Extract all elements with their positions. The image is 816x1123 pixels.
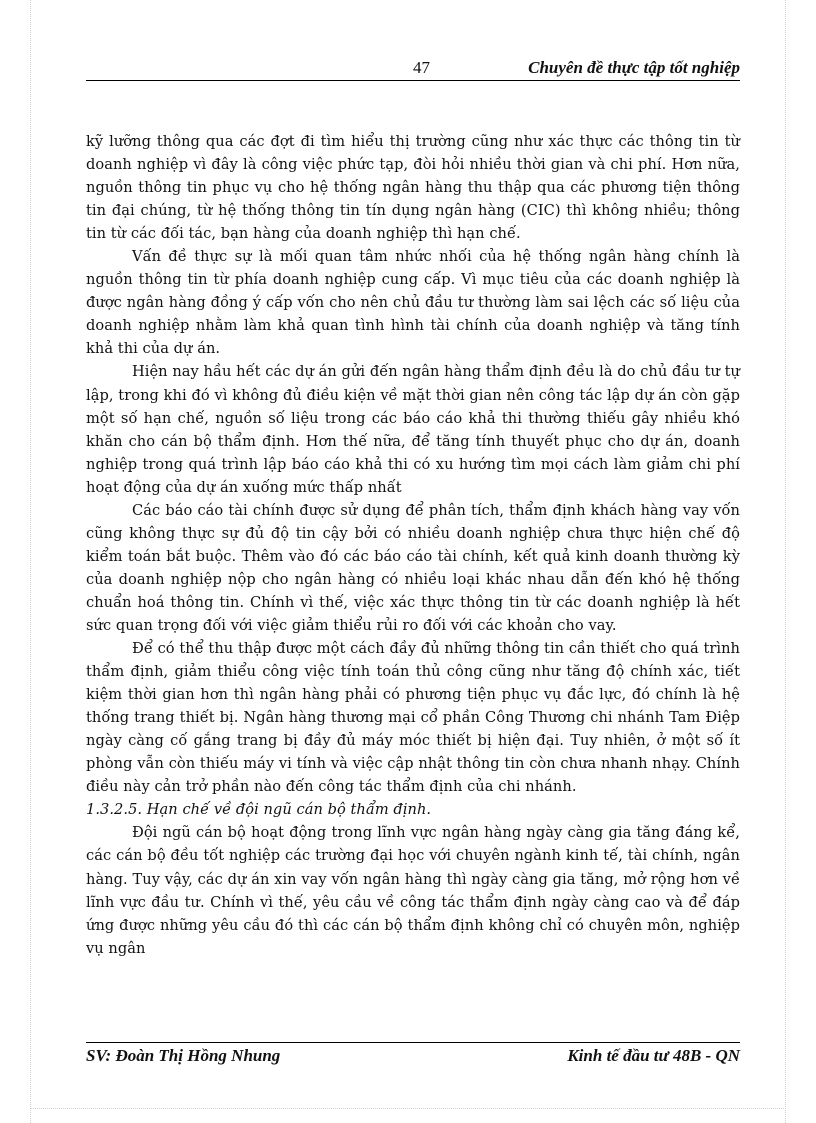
page-footer (86, 1046, 740, 1070)
header-title: Chuyên đề thực tập tốt nghiệp (528, 58, 740, 77)
paragraph-4: Các báo cáo tài chính được sử dụng để phân tích, thẩm định khách hàng vay vốn cũng không thực sự đủ độ tin cậy bởi có nhiều doanh nghiệp chưa thực hiện chế độ kiểm toán bắt buộc. Thêm vào đó các báo cáo tài chính, kết quả kinh doanh thường kỳ của doanh nghiệp nộp cho ngân hàng có nhiều loại khác nhau dẫn đến khó hệ thống chuẩn hoá thông tin. Chính vì thế, việc xác thực thông tin từ các doanh nghiệp là hết sức quan trọng đối với việc giảm thiểu rủi ro đối với các khoản cho vay. (86, 501, 740, 634)
paragraph-5: Để có thể thu thập được một cách đầy đủ những thông tin cần thiết cho quá trình thẩm định, giảm thiểu công việc tính toán thủ công cũng như tăng độ chính xác, tiết kiệm thời gian hơn thì ngân hàng phải có phương tiện phục vụ đắc lực, đó chính là hệ thống trang thiết bị. Ngân hàng thương mại cổ phần Công Thương chi nhánh Tam Điệp ngày càng cố gắng trang bị đầy đủ máy móc thiết bị hiện đại. Tuy nhiên, ở một số ít phòng vẫn còn thiếu máy vi tính và việc cập nhật thông tin còn chưa nhanh nhạy. Chính điều này cản trở phần nào đến công tác thẩm định của chi nhánh. (86, 640, 740, 796)
section-heading: 1.3.2.5. Hạn chế về đội ngũ cán bộ thẩm định. (86, 801, 432, 819)
page-bottom-border (30, 1108, 786, 1109)
page-header (86, 58, 740, 80)
footer-author: SV: Đoàn Thị Hồng Nhung (86, 1046, 281, 1065)
header-rule (86, 80, 740, 81)
body-text (86, 130, 740, 960)
paragraph-1: kỹ lưỡng thông qua các đợt đi tìm hiểu thị trường cũng như xác thực các thông tin từ doanh nghiệp vì đây là công việc phức tạp, đòi hỏi nhiều thời gian và chi phí. Hơn nữa, nguồn thông tin phục vụ cho hệ thống ngân hàng thu thập qua các phương tiện thông tin đại chúng, từ hệ thống thông tin tín dụng ngân hàng (CIC) thì không nhiều; thông tin từ các đối tác, bạn hàng của doanh nghiệp thì hạn chế. (86, 133, 740, 243)
footer-class: Kinh tế đầu tư 48B - QN (567, 1046, 740, 1065)
footer-rule (86, 1042, 740, 1043)
page-number: 47 (413, 58, 430, 77)
paragraph-6: Đội ngũ cán bộ hoạt động trong lĩnh vực ngân hàng ngày càng gia tăng đáng kể, các cán bộ đều tốt nghiệp các trường đại học với chuyên ngành kinh tế, tài chính, ngân hàng. Tuy vậy, các dự án xin vay vốn ngân hàng thì ngày càng gia tăng, mở rộng hơn về lĩnh vực đầu tư. Chính vì thế, yêu cầu về công tác thẩm định ngày càng cao và để đáp ứng được những yêu cầu đó thì các cán bộ thẩm định không chỉ có chuyên môn, nghiệp vụ ngân (86, 824, 740, 957)
paragraph-2: Vấn đề thực sự là mối quan tâm nhức nhối của hệ thống ngân hàng chính là nguồn thông tin từ phía doanh nghiệp cung cấp. Vì mục tiêu của các doanh nghiệp là được ngân hàng đồng ý cấp vốn cho nên chủ đầu tư thường làm sai lệch các số liệu của doanh nghiệp nhằm làm khả quan tình hình tài chính của doanh nghiệp và tăng tính khả thi của dự án. (86, 248, 740, 358)
paragraph-3: Hiện nay hầu hết các dự án gửi đến ngân hàng thẩm định đều là do chủ đầu tư tự lập, trong khi đó vì không đủ điều kiện về mặt thời gian nên công tác lập dự án còn gặp một số hạn chế, nguồn số liệu trong các báo cáo khả thi thường thiếu gây nhiều khó khăn cho cán bộ thẩm định. Hơn thế nữa, để tăng tính thuyết phục cho dự án, doanh nghiệp trong quá trình lập báo cáo khả thi có xu hướng tìm mọi cách làm giảm chi phí hoạt động của dự án xuống mức thấp nhất (86, 363, 740, 496)
